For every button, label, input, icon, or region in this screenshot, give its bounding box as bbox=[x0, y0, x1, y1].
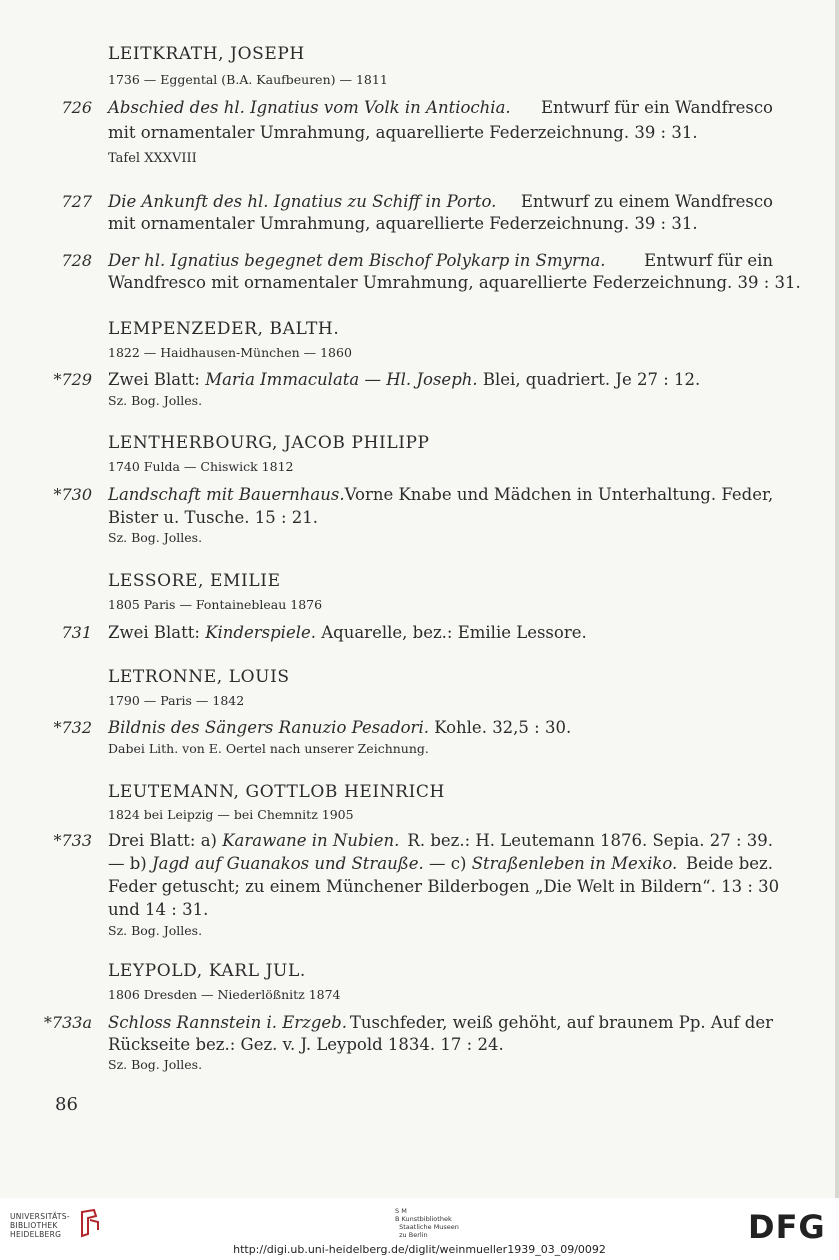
artist-dates: 1822 — Haidhausen-München — 1860 bbox=[108, 345, 352, 360]
lot-line: Der hl. Ignatius begegnet dem Bischof Polykarp in Smyrna. Entwurf für ein bbox=[108, 251, 773, 270]
lot-title: Landschaft mit Bauernhaus. bbox=[108, 485, 345, 504]
lot-title: Karawane in Nubien. bbox=[222, 831, 400, 850]
lot-number: *732 bbox=[53, 718, 92, 737]
plate-ref: Tafel XXXVIII bbox=[108, 151, 197, 166]
artist-name: LEYPOLD, KARL JUL. bbox=[108, 961, 306, 981]
artist-name: LEITKRATH, JOSEPH bbox=[108, 44, 305, 64]
lot-line: und 14 : 31. bbox=[108, 900, 209, 919]
page-edge bbox=[835, 0, 839, 1198]
lot-title: Jagd auf Guanakos und Strauße. bbox=[152, 854, 424, 873]
provenance: Sz. Bog. Jolles. bbox=[108, 923, 203, 938]
university-logo-text: UNIVERSITÄTS- BIBLIOTHEK HEIDELBERG bbox=[10, 1212, 70, 1239]
lot-line: Landschaft mit Bauernhaus. Vorne Knabe und Mädchen in Unterhaltung. Feder, bbox=[108, 485, 774, 504]
provenance: Sz. Bog. Jolles. bbox=[108, 393, 203, 408]
lot-line: — b) Jagd auf Guanakos und Strauße. — c) Straßenleben in Mexiko. Beide bez. bbox=[108, 854, 773, 873]
lot-number: 727 bbox=[61, 192, 92, 211]
artist-dates: 1740 Fulda — Chiswick 1812 bbox=[108, 459, 294, 474]
lot-line: Feder getuscht; zu einem Münchener Bilderbogen „Die Welt in Bildern“. 13 : 30 bbox=[108, 877, 780, 896]
lot-title: Der hl. Ignatius begegnet dem Bischof Polykarp in Smyrna. bbox=[108, 251, 606, 270]
artist-name: LEUTEMANN, GOTTLOB HEINRICH bbox=[108, 782, 445, 802]
artist-dates: 1805 Paris — Fontainebleau 1876 bbox=[108, 597, 323, 612]
lot-title: Schloss Rannstein i. Erzgeb. bbox=[108, 1013, 347, 1032]
artist-name: LEMPENZEDER, BALTH. bbox=[108, 319, 340, 339]
lot-line: Wandfresco mit ornamentaler Umrahmung, aquarellierte Federzeichnung. 39 : 31. bbox=[108, 273, 801, 292]
lot-line: Bister u. Tusche. 15 : 21. bbox=[108, 508, 319, 527]
lot-number: *730 bbox=[53, 485, 92, 504]
university-logo-icon bbox=[78, 1208, 100, 1238]
lot-line: Zwei Blatt: Kinderspiele. Aquarelle, bez.: Emilie Lessore. bbox=[108, 623, 587, 642]
lot-title: Bildnis des Sängers Ranuzio Pesadori. bbox=[108, 718, 429, 737]
lot-title: Abschied des hl. Ignatius vom Volk in Antiochia. bbox=[108, 98, 511, 117]
lot-line: mit ornamentaler Umrahmung, aquarellierte Federzeichnung. 39 : 31. bbox=[108, 214, 698, 233]
page-number: 86 bbox=[55, 1094, 78, 1115]
lot-line: Zwei Blatt: Maria Immaculata — Hl. Joseph. Blei, quadriert. Je 27 : 12. bbox=[108, 370, 701, 389]
lot-title: Kinderspiele. bbox=[205, 623, 316, 642]
lot-number: 731 bbox=[61, 623, 92, 642]
artist-name: LESSORE, EMILIE bbox=[108, 571, 281, 591]
artist-dates: 1736 — Eggental (B.A. Kaufbeuren) — 1811 bbox=[108, 72, 388, 87]
lot-number: *729 bbox=[53, 370, 92, 389]
lot-line: Bildnis des Sängers Ranuzio Pesadori. Kohle. 32,5 : 30. bbox=[108, 718, 572, 737]
lot-line: Rückseite bez.: Gez. v. J. Leypold 1834. 17 : 24. bbox=[108, 1035, 504, 1054]
lot-number: 728 bbox=[61, 251, 92, 270]
provenance: Sz. Bog. Jolles. bbox=[108, 1057, 203, 1072]
permalink-url[interactable]: http://digi.ub.uni-heidelberg.de/diglit/weinmueller1939_03_09/0092 bbox=[233, 1243, 606, 1256]
lot-title: Die Ankunft des hl. Ignatius zu Schiff in Porto. bbox=[108, 192, 497, 211]
provenance: Dabei Lith. von E. Oertel nach unserer Zeichnung. bbox=[108, 741, 429, 756]
artist-dates: 1806 Dresden — Niederlößnitz 1874 bbox=[108, 987, 341, 1002]
lot-line: Abschied des hl. Ignatius vom Volk in Antiochia. Entwurf für ein Wandfresco bbox=[108, 98, 773, 117]
lot-line: Die Ankunft des hl. Ignatius zu Schiff in Porto. Entwurf zu einem Wandfresco bbox=[108, 192, 773, 211]
lot-line: Schloss Rannstein i. Erzgeb. Tuschfeder, weiß gehöht, auf braunem Pp. Auf der bbox=[108, 1013, 773, 1032]
lot-number: 726 bbox=[61, 98, 92, 117]
lot-title: Maria Immaculata — Hl. Joseph. bbox=[205, 370, 478, 389]
artist-dates: 1824 bei Leipzig — bei Chemnitz 1905 bbox=[108, 807, 354, 822]
lot-line: Drei Blatt: a) Karawane in Nubien. R. bez.: H. Leutemann 1876. Sepia. 27 : 39. bbox=[108, 831, 773, 850]
lot-number: *733 bbox=[53, 831, 92, 850]
artist-dates: 1790 — Paris — 1842 bbox=[108, 693, 245, 708]
lot-title: Straßenleben in Mexiko. bbox=[471, 854, 678, 873]
dfg-logo: DFG bbox=[748, 1208, 826, 1246]
artist-name: LETRONNE, LOUIS bbox=[108, 667, 290, 687]
lot-line: mit ornamentaler Umrahmung, aquarellierte Federzeichnung. 39 : 31. bbox=[108, 123, 698, 142]
library-logo-text: S M B Kunstbibliothek Staatliche Museen zu Berlin bbox=[395, 1207, 459, 1239]
viewer-footer bbox=[0, 1198, 839, 1260]
provenance: Sz. Bog. Jolles. bbox=[108, 530, 203, 545]
lot-number: *733a bbox=[43, 1013, 92, 1032]
artist-name: LENTHERBOURG, JACOB PHILIPP bbox=[108, 433, 430, 453]
